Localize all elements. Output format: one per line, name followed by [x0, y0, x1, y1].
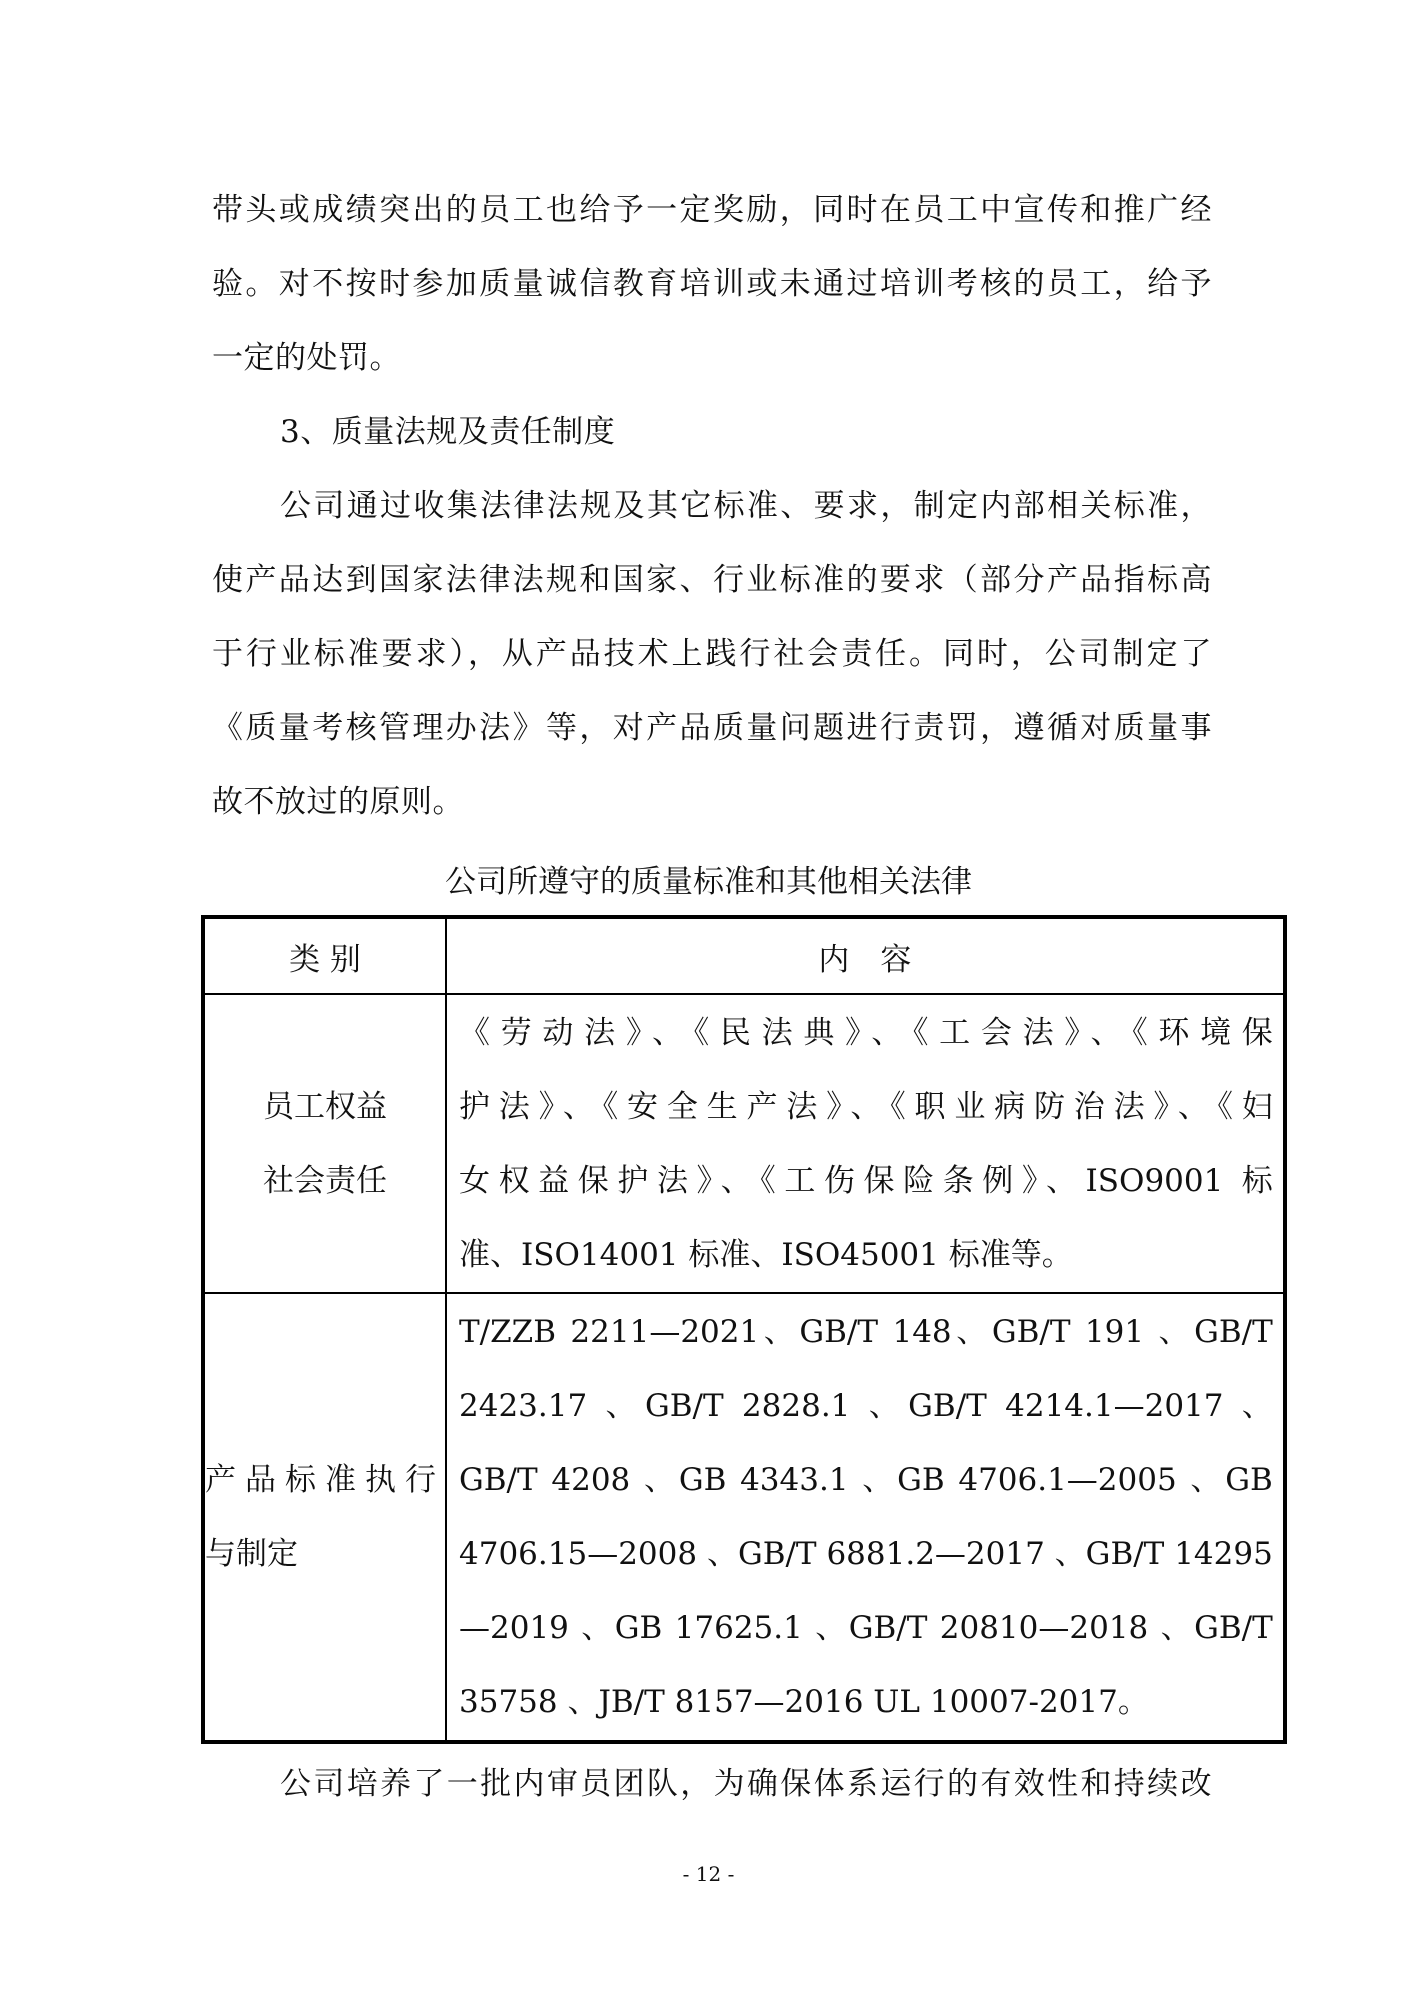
category-cell: [203, 1293, 446, 1742]
paragraph-line: 于行业标准要求），从产品技术上践行社会责任。同时，公司制定了: [212, 636, 1212, 672]
content-line: —2019 、GB 17625.1 、GB/T 20810—2018 、GB/T: [459, 1610, 1273, 1646]
paragraph-line: 公司通过收集法律法规及其它标准、要求，制定内部相关标准，: [280, 488, 1212, 524]
content-cell: [446, 1293, 1285, 1742]
paragraph-line: 故不放过的原则。: [212, 784, 464, 820]
table-row: [203, 1293, 1285, 1742]
section-heading: 3、质量法规及责任制度: [280, 414, 616, 450]
table-row: [203, 994, 1285, 1293]
content-cell: [446, 994, 1285, 1293]
content-line: T/ZZB 2211—2021、GB/T 148、GB/T 191 、GB/T: [459, 1314, 1273, 1350]
category-line: 社会责任: [263, 1162, 387, 1199]
paragraph-line: 公司培养了一批内审员团队，为确保体系运行的有效性和持续改: [280, 1766, 1212, 1802]
paragraph-line: 带头或成绩突出的员工也给予一定奖励，同时在员工中宣传和推广经: [212, 192, 1212, 228]
paragraph-line: 使产品达到国家法律法规和国家、行业标准的要求（部分产品指标高: [212, 562, 1212, 598]
content-line: 护法》、《安全生产法》、《职业病防治法》、《妇: [459, 1088, 1273, 1125]
standards-table: [201, 915, 1287, 1744]
content-line: 准、ISO14001 标准、ISO45001 标准等。: [459, 1236, 1073, 1273]
content-line: 35758 、JB/T 8157—2016 UL 10007-2017。: [459, 1684, 1149, 1720]
content-line: 4706.15—2008 、GB/T 6881.2—2017 、GB/T 14295: [459, 1536, 1273, 1572]
header-content: 内 容: [446, 917, 1285, 994]
page-number: - 12 -: [682, 1862, 735, 1886]
category-cell: [203, 994, 446, 1293]
content-line: 女权益保护法》、《工伤保险条例》、ISO9001 标: [459, 1162, 1273, 1199]
content-line: 《劳动法》、《民法典》、《工会法》、《环境保: [459, 1014, 1273, 1051]
category-line: 产品标准执行: [205, 1462, 445, 1498]
category-line: 员工权益: [263, 1088, 387, 1125]
header-category: 类 别: [203, 917, 446, 994]
paragraph-line: 验。对不按时参加质量诚信教育培训或未通过培训考核的员工，给予: [212, 266, 1212, 302]
paragraph-line: 一定的处罚。: [212, 340, 401, 376]
content-line: GB/T 4208 、GB 4343.1 、GB 4706.1—2005 、GB: [459, 1462, 1273, 1498]
table-header-row: [203, 917, 1285, 994]
paragraph-line: 《质量考核管理办法》等，对产品质量问题进行责罚，遵循对质量事: [212, 710, 1212, 746]
table-caption: 公司所遵守的质量标准和其他相关法律: [445, 864, 972, 900]
content-line: 2423.17 、GB/T 2828.1 、GB/T 4214.1—2017 、: [459, 1388, 1273, 1424]
category-line: 与制定: [205, 1536, 298, 1572]
